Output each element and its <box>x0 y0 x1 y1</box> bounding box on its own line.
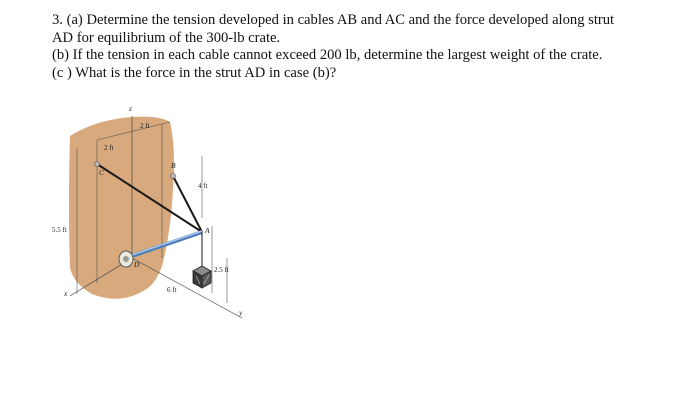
dim-label-2-5ft: 2.5 ft <box>214 266 229 274</box>
statics-figure <box>52 104 282 323</box>
problem-line-2: AD for equilibrium of the 300-lb crate. <box>52 29 281 46</box>
point-label-C: C <box>99 168 105 177</box>
problem-line-3: (b) If the tension in each cable cannot exceed 200 lb, determine the largest weight of the crate. <box>52 47 603 63</box>
problem-line-4: (c ) What is the force in the strut AD in case (b)? <box>52 64 337 81</box>
wall-surface <box>69 117 174 299</box>
point-label-D: D <box>134 260 140 269</box>
support-B <box>171 174 176 179</box>
support-D-pin <box>123 256 129 262</box>
crate <box>193 266 211 288</box>
support-C <box>95 162 100 167</box>
axis-label-z: z <box>129 104 132 113</box>
dim-label-2ft-left: 2 ft <box>104 144 114 152</box>
dim-label-4ft: 4 ft <box>198 182 208 190</box>
dim-label-2ft-right: 2 ft <box>140 122 150 130</box>
point-label-B: B <box>171 161 176 170</box>
problem-line-1: 3. (a) Determine the tension developed in cables AB and AC and the force developed along strut <box>52 12 615 28</box>
dim-label-5-5ft: 5.5 ft <box>52 226 67 234</box>
dim-label-6ft: 6 ft <box>167 286 177 294</box>
axis-label-y: y <box>239 308 243 317</box>
point-label-A: A <box>205 226 210 235</box>
problem-statement <box>52 12 692 82</box>
axis-label-x: x <box>64 289 68 298</box>
